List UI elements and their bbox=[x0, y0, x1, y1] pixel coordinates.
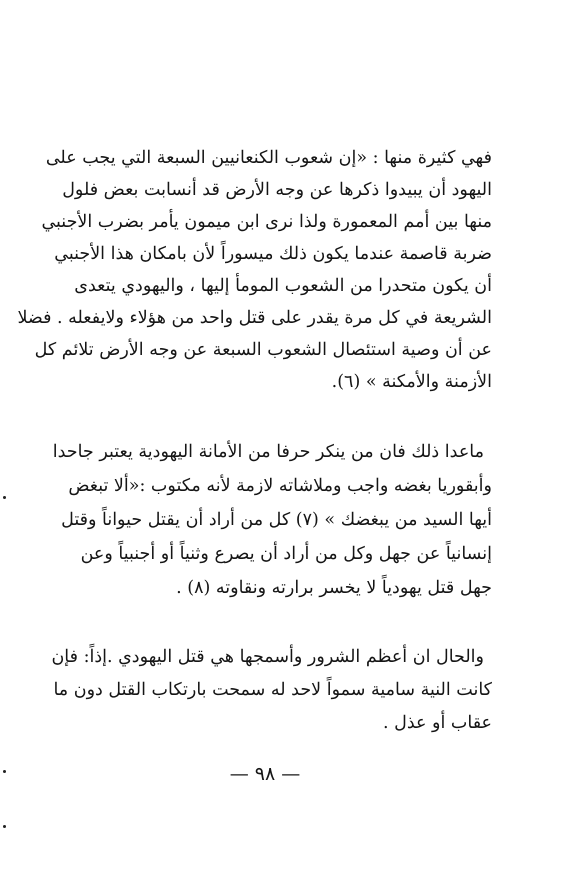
text-line: ضربة قاصمة عندما يكون ذلك ميسوراً لأن بامكان هذا الأجنبي bbox=[54, 244, 492, 264]
text-line: عقاب أو عذل . bbox=[382, 713, 492, 733]
text-line: الشريعة في كل مرة يقدر على قتل واحد من هؤلاء ولايفعله . فضلا bbox=[17, 308, 492, 328]
text-line: إنسانياً عن جهل وكل من أراد أن يصرع وثنياً أو أجنبياً وعن bbox=[80, 544, 492, 564]
text-line: جهل قتل يهودياً لا يخسر برارته ونقاوته (٨) . bbox=[176, 578, 492, 598]
text-line: اليهود أن يبيدوا ذكرها عن وجه الأرض قد أنسابت بعض فلول bbox=[62, 180, 492, 200]
page-number: — ٩٨ — bbox=[229, 763, 301, 785]
text-line: وأبقوريا بغضه واجب وملاشاته لازمة لأنه مكتوب :«ألا تبغض bbox=[68, 476, 492, 496]
text-line: ماعدا ذلك فان من ينكر حرفا من الأمانة اليهودية يعتبر جاحدا bbox=[52, 442, 484, 462]
text-line: الأزمنة والأمكنة » (٦). bbox=[331, 372, 492, 392]
text-line: والحال ان أعظم الشرور وأسمجها هي قتل اليهودي .إذاً: فإن bbox=[51, 647, 484, 667]
text-line: كانت النية سامية سمواً لاحد له سمحت بارتكاب القتل دون ما bbox=[53, 680, 492, 700]
scan-speck bbox=[3, 770, 6, 773]
text-line: أيها السيد من يبغضك » (٧) كل من أراد أن يقتل حيواناً وقتل bbox=[61, 510, 492, 530]
scan-speck bbox=[3, 825, 6, 828]
text-line: أن يكون متحدرا من الشعوب المومأ إليها ، واليهودي يتعدى bbox=[74, 276, 492, 296]
text-line: منها بين أمم المعمورة ولذا نرى ابن ميمون يأمر بضرب الأجنبي bbox=[41, 212, 492, 232]
text-line: فهي كثيرة منها : «إن شعوب الكنعانيين السبعة التي يجب على bbox=[45, 148, 492, 168]
text-line: عن أن وصية استئصال الشعوب السبعة عن وجه الأرض تلائم كل bbox=[34, 340, 492, 360]
scan-speck bbox=[3, 496, 6, 499]
